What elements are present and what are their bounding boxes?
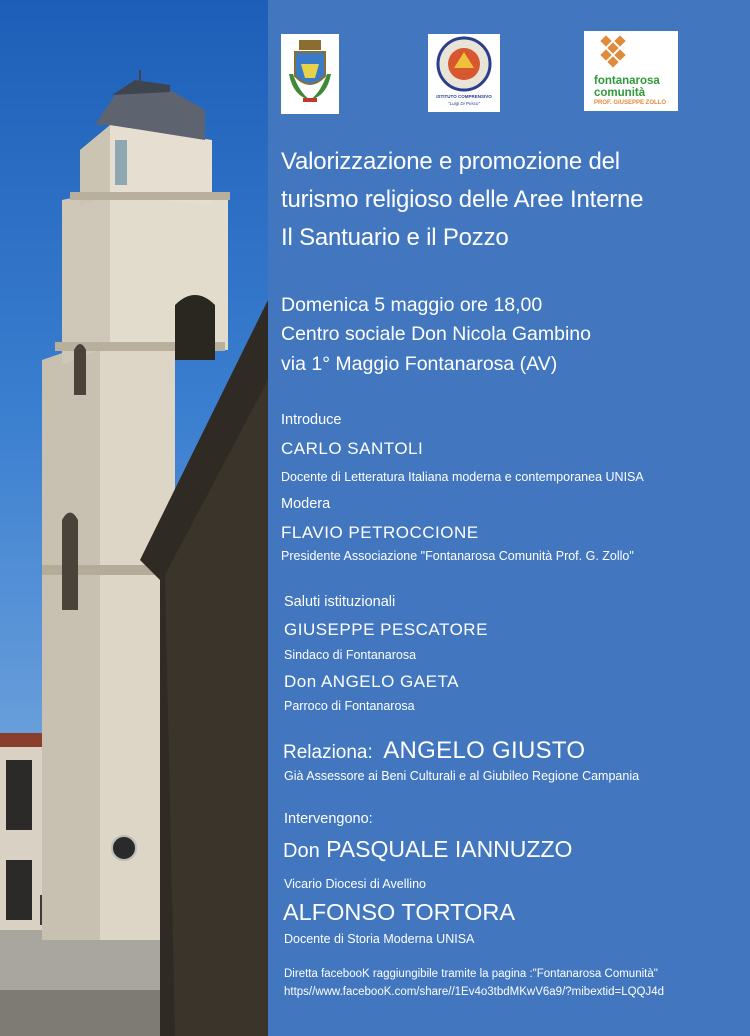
relaziona-line bbox=[283, 737, 585, 765]
event-title-line3: Il Santuario e il Pozzo bbox=[281, 224, 509, 251]
saluti-1-name: GIUSEPPE PESCATORE bbox=[284, 620, 488, 639]
intervento-1-prefix: Don bbox=[283, 840, 320, 862]
event-title-line2: turismo religioso delle Aree Interne bbox=[281, 186, 644, 213]
event-address: via 1° Maggio Fontanarosa (AV) bbox=[281, 353, 558, 375]
modera-label: Modera bbox=[281, 496, 331, 512]
saluti-2-name: Don ANGELO GAETA bbox=[284, 672, 459, 691]
association-logo-line3: PROF. GIUSEPPE ZOLLO bbox=[594, 100, 667, 106]
istituto-logo-line2: "Luigi Di Prisco" bbox=[448, 101, 480, 106]
bell-tower-photo bbox=[0, 0, 268, 1036]
intervento-1-name: PASQUALE IANNUZZO bbox=[326, 836, 573, 862]
intervengono-label: Intervengono: bbox=[284, 811, 373, 827]
istituto-logo-line1: ISTITUTO COMPRENSIVO bbox=[436, 94, 492, 99]
intervento-2-name: ALFONSO TORTORA bbox=[283, 899, 516, 925]
introduce-role: Docente di Letteratura Italiana moderna e contemporanea UNISA bbox=[281, 470, 644, 484]
relaziona-name: ANGELO GIUSTO bbox=[383, 737, 586, 764]
intervento-1-line bbox=[283, 836, 572, 863]
intervento-2-role: Docente di Storia Moderna UNISA bbox=[284, 932, 475, 946]
introduce-name: CARLO SANTOLI bbox=[281, 439, 424, 458]
relaziona-role: Già Assessore ai Beni Culturali e al Giubileo Regione Campania bbox=[284, 769, 640, 783]
association-mark-icon bbox=[584, 33, 678, 73]
saluti-2-role: Parroco di Fontanarosa bbox=[284, 699, 415, 713]
intervento-1-role: Vicario Diocesi di Avellino bbox=[284, 877, 426, 891]
event-date: Domenica 5 maggio ore 18,00 bbox=[281, 294, 543, 316]
relaziona-label: Relaziona: bbox=[283, 742, 373, 763]
saluti-label: Saluti istituzionali bbox=[284, 594, 396, 610]
association-logo-line2: comunità bbox=[594, 87, 646, 99]
event-venue: Centro sociale Don Nicola Gambino bbox=[281, 323, 591, 345]
footer-facebook-note: Diretta facebooK raggiungibile tramite la pagina :"Fontanarosa Comunità" bbox=[284, 968, 658, 980]
modera-name: FLAVIO PETROCCIONE bbox=[281, 523, 479, 542]
introduce-label: Introduce bbox=[281, 412, 342, 428]
istituto-logo bbox=[428, 34, 500, 112]
coat-of-arms-icon bbox=[281, 34, 339, 114]
modera-role: Presidente Associazione "Fontanarosa Comunità Prof. G. Zollo" bbox=[281, 549, 634, 563]
association-logo-line1: fontanarosa bbox=[594, 75, 660, 87]
comune-logo bbox=[281, 34, 339, 114]
event-title-line1: Valorizzazione e promozione del bbox=[281, 148, 620, 175]
saluti-1-role: Sindaco di Fontanarosa bbox=[284, 648, 417, 662]
fontanarosa-comunita-logo bbox=[584, 31, 678, 111]
footer-facebook-link[interactable]: https//www.facebooK.com/share//1Ev4o3tbdMKwV6a9/?mibextid=LQQJ4d bbox=[284, 986, 665, 998]
bell-tower-illustration bbox=[0, 0, 268, 1036]
